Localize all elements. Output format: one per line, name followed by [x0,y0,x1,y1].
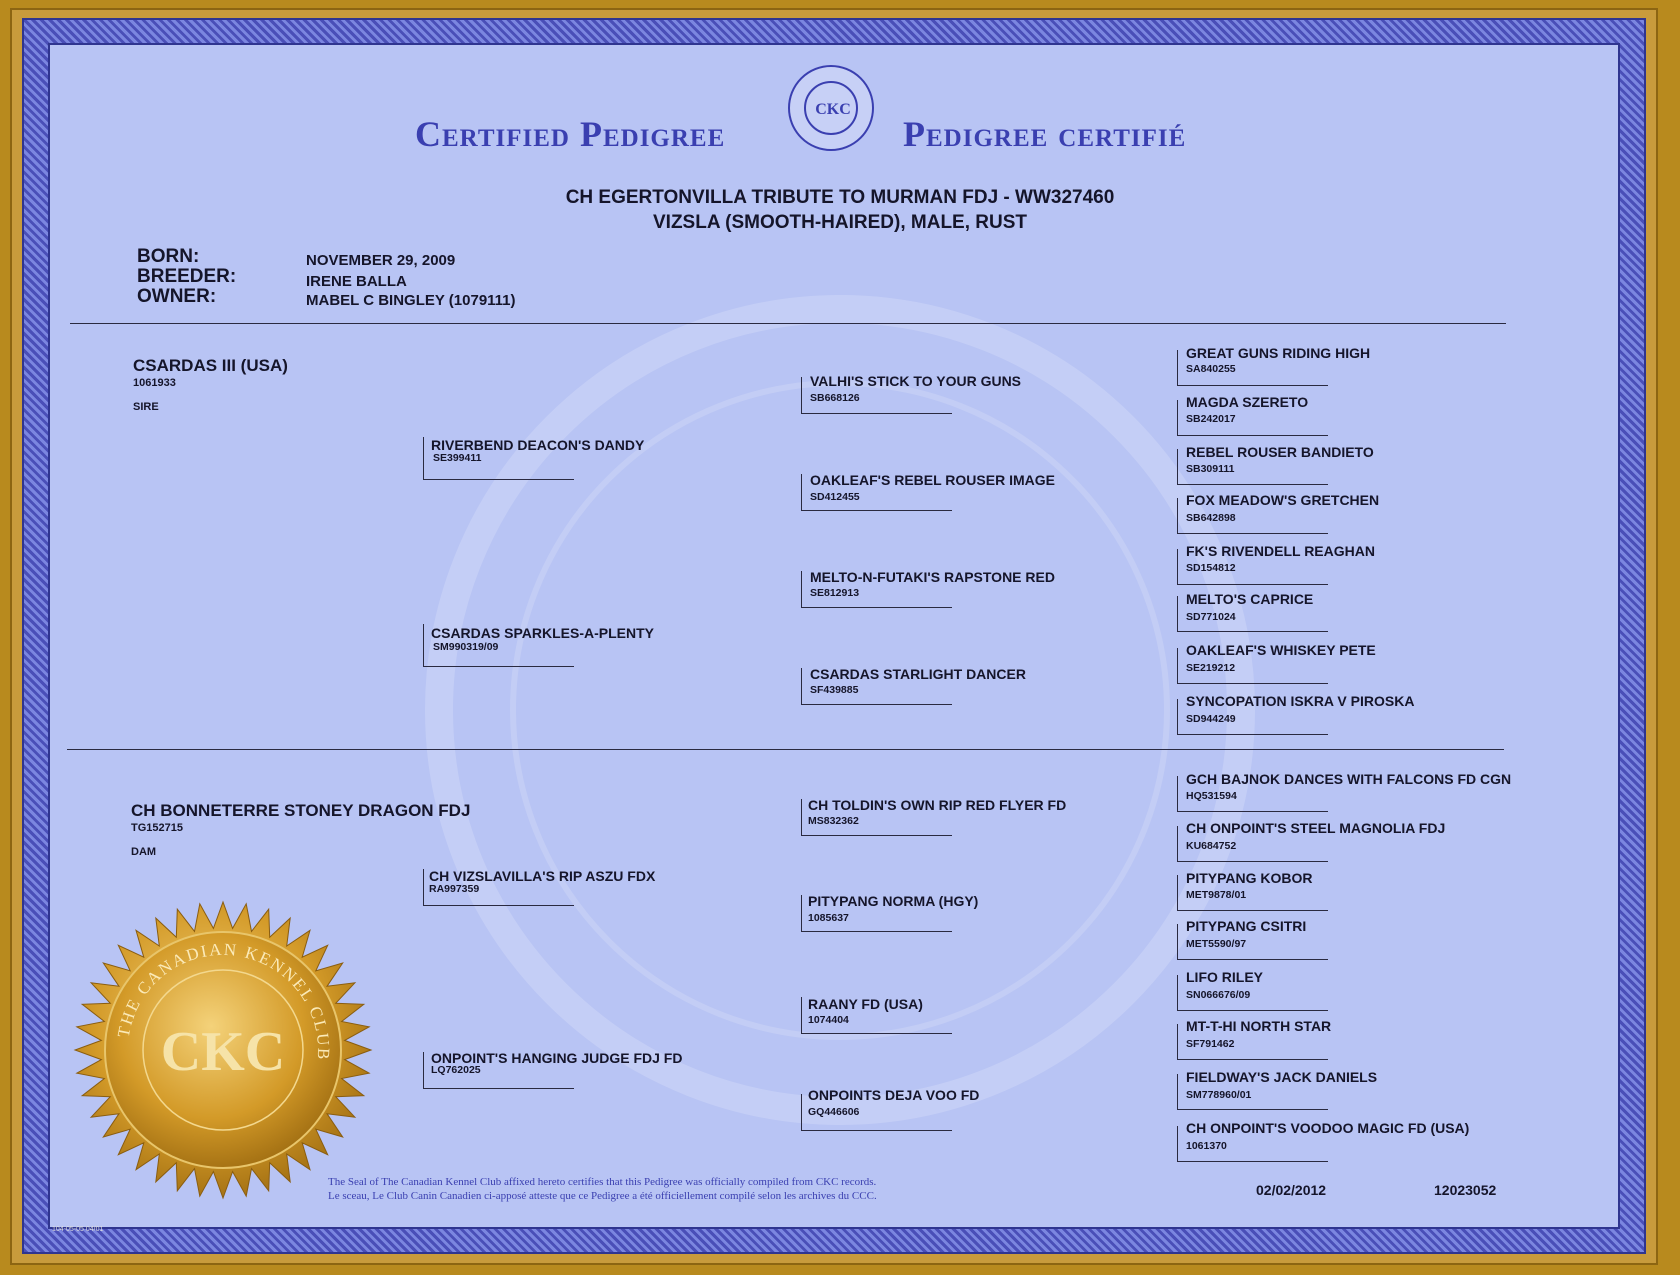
dog-breed-line: VIZSLA (SMOOTH-HAIRED), MALE, RUST [653,212,1027,233]
breeder-value: IRENE BALLA [306,273,407,290]
gen3-reg: 1085637 [808,912,849,924]
gen4-name: CH ONPOINT'S VOODOO MAGIC FD (USA) [1186,1120,1470,1136]
gen4-name: PITYPANG CSITRI [1186,918,1307,934]
gen3-name: CSARDAS STARLIGHT DANCER [810,666,1026,682]
title-fr: Pedigree certifié [903,114,1187,154]
gen2-reg: RA997359 [429,883,480,895]
sire-reg: 1061933 [133,377,176,389]
gen2-name: CH VIZSLAVILLA'S RIP ASZU FDX [429,868,656,884]
gen4-reg: SD944249 [1186,713,1236,725]
sire-role: SIRE [133,401,159,413]
gen4-reg: SD154812 [1186,562,1236,574]
gen4-reg: SA840255 [1186,363,1236,375]
gen4-reg: SE219212 [1186,662,1236,674]
gen4-reg: MET5590/97 [1186,938,1247,950]
gen3-reg: MS832362 [808,815,859,827]
dam-reg: TG152715 [131,822,183,834]
gen4-name: MT-T-HI NORTH STAR [1186,1018,1332,1034]
gen4-reg: SB642898 [1186,512,1236,524]
gen3-reg: SB668126 [810,392,860,404]
gen3-reg: SD412455 [810,491,860,503]
divider-top [70,323,1506,324]
gen3-reg: SF439885 [810,684,859,696]
gen4-name: LIFO RILEY [1186,969,1263,985]
gen3-reg: 1074404 [808,1014,849,1026]
gen2-reg: LQ762025 [431,1064,481,1076]
divider-middle [67,749,1504,750]
dog-name-line: CH EGERTONVILLA TRIBUTE TO MURMAN FDJ - WW327460 [565,187,1115,208]
dam-name: CH BONNETERRE STONEY DRAGON FDJ [131,801,471,820]
seal-initials: CKC [815,101,851,118]
gen2-name: RIVERBEND DEACON'S DANDY [431,437,645,453]
gen3-name: RAANY FD (USA) [808,996,923,1012]
gen3-name: VALHI'S STICK TO YOUR GUNS [810,373,1022,389]
gen2-reg: SE399411 [433,452,482,464]
gen4-reg: SN066676/09 [1186,989,1251,1001]
born-value: NOVEMBER 29, 2009 [306,252,456,269]
gen4-name: SYNCOPATION ISKRA V PIROSKA [1186,693,1415,709]
ckc-gold-seal-icon [73,900,373,1200]
gen2-reg: SM990319/09 [433,641,499,653]
gen4-name: MELTO'S CAPRICE [1186,591,1314,607]
gen4-name: FOX MEADOW'S GRETCHEN [1186,492,1380,508]
gen4-reg: 1061370 [1186,1140,1227,1152]
issue-date: 02/02/2012 [1256,1182,1327,1198]
gen3-name: MELTO-N-FUTAKI'S RAPSTONE RED [810,569,1055,585]
sire-name: CSARDAS III (USA) [133,356,288,375]
gen2-name: ONPOINT'S HANGING JUDGE FDJ FD [431,1050,683,1066]
breeder-label: BREEDER: [137,266,237,287]
gen4-reg: SD771024 [1186,611,1236,623]
born-label: BORN: [137,246,200,267]
gen4-reg: MET9878/01 [1186,889,1247,901]
certificate-number: 12023052 [1434,1182,1497,1198]
gold-seal-initials: CKC [160,1021,286,1083]
owner-value: MABEL C BINGLEY (1079111) [306,292,516,309]
gen3-name: CH TOLDIN'S OWN RIP RED FLYER FD [808,797,1067,813]
gen3-reg: GQ446606 [808,1106,860,1118]
gen3-name: OAKLEAF'S REBEL ROUSER IMAGE [810,472,1055,488]
footer-english: The Seal of The Canadian Kennel Club affixed hereto certifies that this Pedigree was officially compiled from CKC records. [328,1176,877,1188]
ckc-seal-icon [788,65,874,151]
gen3-reg: SE812913 [810,587,860,599]
gen4-name: FK'S RIVENDELL REAGHAN [1186,543,1375,559]
gen2-name: CSARDAS SPARKLES-A-PLENTY [431,625,654,641]
gold-seal-ring-text: THE CANADIAN KENNEL CLUB [113,939,334,1062]
gen3-name: PITYPANG NORMA (HGY) [808,893,979,909]
gen3-name: ONPOINTS DEJA VOO FD [808,1087,980,1103]
gen4-name: FIELDWAY'S JACK DANIELS [1186,1069,1378,1085]
gen4-reg: SM778960/01 [1186,1089,1252,1101]
form-code: 104-05-05 04/01 [52,1226,104,1233]
gen4-name: REBEL ROUSER BANDIETO [1186,444,1374,460]
dam-role: DAM [131,846,157,858]
gen4-reg: SF791462 [1186,1038,1235,1050]
gen4-name: GREAT GUNS RIDING HIGH [1186,345,1371,361]
gen4-name: CH ONPOINT'S STEEL MAGNOLIA FDJ [1186,820,1446,836]
gen4-name: PITYPANG KOBOR [1186,870,1313,886]
title-en: Certified Pedigree [415,114,726,154]
gen4-reg: SB242017 [1186,413,1236,425]
gen4-name: MAGDA SZERETO [1186,394,1309,410]
gen4-reg: HQ531594 [1186,790,1237,802]
footer-french: Le sceau, Le Club Canin Canadien ci-apposé atteste que ce Pedigree a été officiellement compilé selon les archives du CCC. [328,1190,877,1202]
gen4-name: OAKLEAF'S WHISKEY PETE [1186,642,1376,658]
gen4-name: GCH BAJNOK DANCES WITH FALCONS FD CGN [1186,771,1512,787]
gen4-reg: KU684752 [1186,840,1237,852]
gen4-reg: SB309111 [1186,463,1235,475]
owner-label: OWNER: [137,286,217,307]
